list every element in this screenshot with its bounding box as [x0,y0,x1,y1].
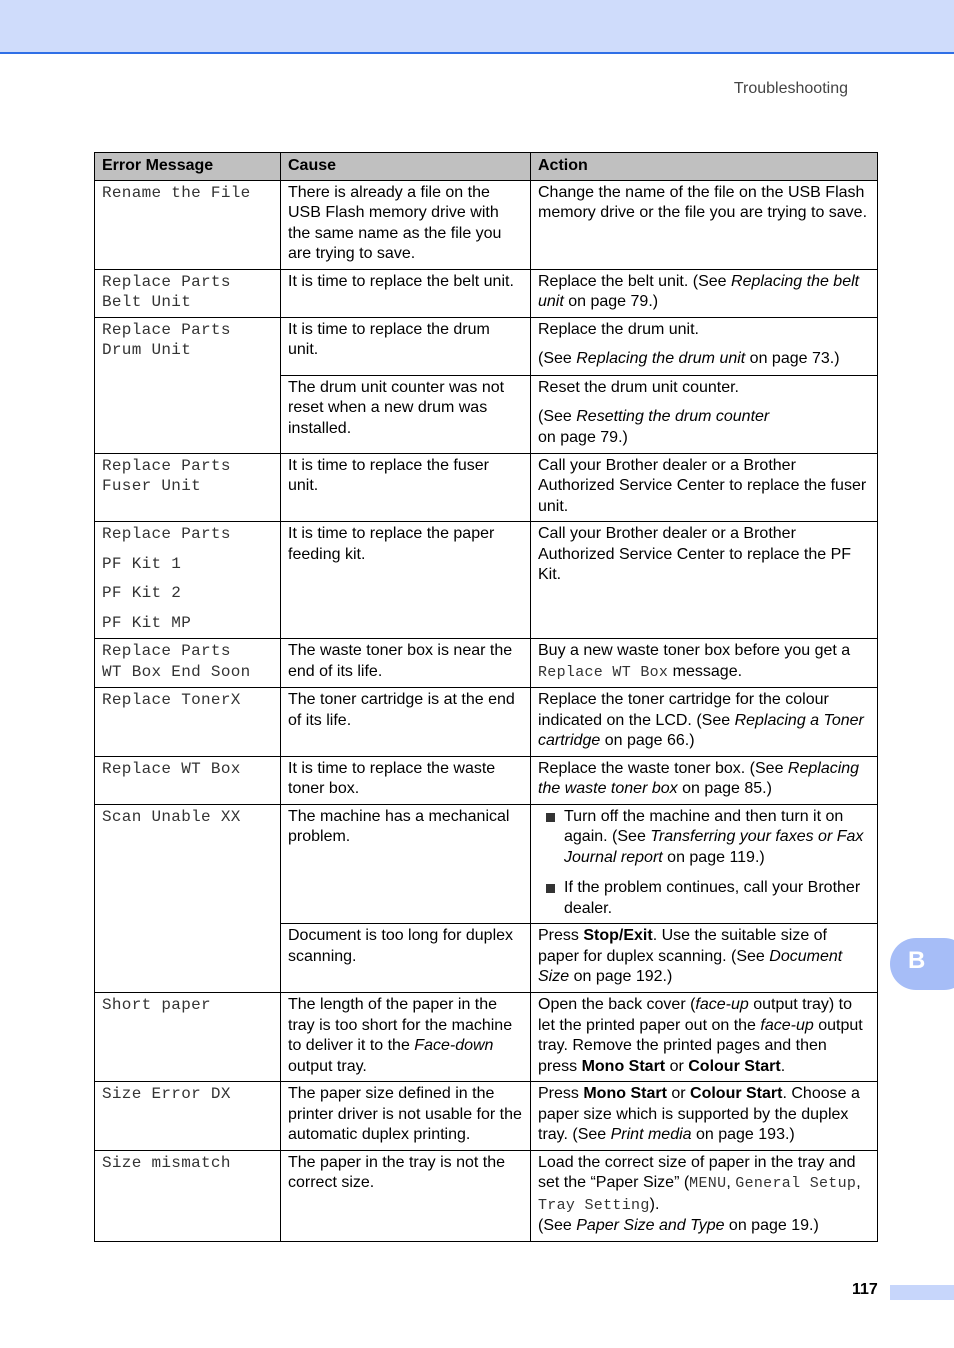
page-reference: Paper Size and Type [576,1217,725,1234]
error-message-line: PF Kit MP [102,613,192,632]
header-action: Action [531,153,878,181]
table-row [95,1150,878,1241]
action-text: or [666,1085,691,1102]
cause-cell: It is time to replace the waste toner box. [281,756,531,804]
action-text: output tray) to let the printed paper out on the [538,996,852,1034]
page-reference: Replacing the belt unit [538,272,860,310]
action-cell [531,375,878,453]
action-text: or [665,1057,689,1075]
action-text: on page 66.) [600,732,695,749]
header-error-message: Error Message [95,153,281,181]
header-cause: Cause [281,153,531,181]
table-row [95,1082,878,1151]
action-text: (See [538,408,577,425]
action-cell: Call your Brother dealer or a Brother Authorized Service Center to replace the PF Kit. [531,522,878,639]
action-cell [531,317,878,375]
error-message-cell: Size mismatch [95,1150,281,1241]
error-message-cell [95,639,281,688]
error-message-cell: Size Error DX [95,1082,281,1151]
key-label: Mono Start [581,1057,666,1075]
action-cell [531,1150,878,1241]
action-text: on page 79.) [563,293,659,310]
action-cell [531,924,878,993]
cause-cell: The paper in the tray is not the correct size. [281,1150,531,1241]
action-cell [531,1082,878,1151]
emphasis-text: face-up [760,1016,814,1034]
action-text: Press [538,1085,584,1102]
square-bullet-icon [546,813,555,822]
error-message-line: WT Box End Soon [102,662,251,681]
cause-cell [281,993,531,1082]
appendix-tab-label: B [908,947,926,974]
error-message-cell [95,317,281,453]
cause-cell: It is time to replace the paper feeding kit. [281,522,531,639]
action-cell [531,269,878,317]
action-text: ). [649,1195,660,1213]
table-row [95,180,878,269]
table-row [95,269,878,317]
action-cell: Change the name of the file on the USB Flash memory drive or the file you are trying to save. [531,180,878,269]
cause-text: output tray. [288,1057,367,1075]
error-message-line: Replace Parts [102,456,231,475]
action-cell [531,688,878,757]
cause-cell: It is time to replace the fuser unit. [281,453,531,522]
error-message-line: Replace Parts [102,642,231,660]
action-text: Replace the drum unit. [538,320,699,338]
page-reference: Replacing the drum unit [576,350,746,367]
error-message-line: Belt Unit [102,293,192,311]
error-message-line: PF Kit 2 [102,584,182,602]
action-text: on page 19.) [724,1217,819,1234]
table-row [95,688,878,757]
action-reference-line [538,349,870,370]
action-text: message. [668,662,743,680]
action-cell [531,993,878,1082]
table-row [95,317,878,375]
emphasis-text: Face-down [414,1037,494,1054]
action-cell [531,804,878,924]
action-text: . Use the suitable size of paper for duplex scanning. (See [538,927,827,965]
error-message-line: Replace Parts [102,525,231,543]
page-reference: Replacing the waste toner box [538,759,860,797]
action-text: , [856,1174,861,1191]
action-text: Reset the drum unit counter. [538,378,739,396]
table-row [95,639,878,688]
header-bar [0,0,954,54]
key-label: Colour Start [690,1085,783,1102]
action-text: on page 79.) [538,428,628,446]
bullet-item [538,807,870,869]
cause-cell: The waste toner box is near the end of its life. [281,639,531,688]
error-message-line: Replace Parts [102,272,231,291]
cause-cell: The paper size defined in the printer driver is not usable for the automatic duplex printing. [281,1082,531,1151]
key-label: Stop/Exit [583,927,653,944]
table-row [95,453,878,522]
menu-path: Tray Setting [538,1196,650,1214]
action-text: Press [538,927,584,944]
action-text: . [780,1057,786,1075]
table-row [95,804,878,924]
action-text: Open the back cover ( [538,996,696,1013]
action-text: on page 192.) [569,968,673,985]
cause-cell: The drum unit counter was not reset when a new drum was installed. [281,375,531,453]
error-message-table [94,152,878,1242]
action-text: , [726,1174,736,1191]
lcd-message: Replace WT Box [538,663,669,681]
error-message-cell: Scan Unable XX [95,804,281,993]
page-reference: Document Size [538,947,843,985]
action-menu-line [538,1153,870,1217]
cause-cell: It is time to replace the drum unit. [281,317,531,375]
error-message-cell: Replace WT Box [95,756,281,804]
action-text: on page 119.) [662,848,765,866]
table-row [95,756,878,804]
action-text: output tray. Remove the printed pages and then press [538,1016,863,1075]
error-message-line: PF Kit 1 [102,554,182,573]
cause-cell: The machine has a mechanical problem. [281,804,531,924]
action-cell [531,756,878,804]
cause-text: The length of the paper in the tray is too short for the machine to deliver it to the [288,996,513,1054]
section-title: Troubleshooting [733,80,848,97]
action-text: on page 193.) [691,1126,795,1143]
action-text: (See [538,1217,577,1234]
error-message-line: Fuser Unit [102,477,202,495]
action-cell [531,639,878,688]
table-row [95,993,878,1082]
cause-cell: There is already a file on the USB Flash memory drive with the same name as the file you are trying to save. [281,180,531,269]
action-text: on page 73.) [745,350,840,367]
error-message-line: Replace Parts [102,320,231,339]
bullet-item [538,878,870,919]
action-reference-line [538,407,870,428]
action-text: Buy a new waste toner box before you get a [538,642,851,659]
appendix-tab [890,938,954,990]
action-text: Replace the toner cartridge for the colour indicated on the LCD. (See [538,691,829,729]
action-reference-line [538,1216,870,1237]
key-label: Colour Start [688,1057,781,1075]
action-text: Load the correct size of paper in the tray and set the “Paper Size” ( [538,1153,856,1191]
error-message-cell [95,269,281,317]
action-text: on page 85.) [677,780,772,797]
page-reference: Replacing a Toner cartridge [538,711,864,749]
action-text: Replace the waste toner box. (See [538,759,788,777]
table-header-row [95,153,878,181]
emphasis-text: face-up [695,996,749,1013]
error-message-cell: Replace TonerX [95,688,281,757]
cause-cell: It is time to replace the belt unit. [281,269,531,317]
page-reference: Resetting the drum counter [576,408,770,425]
page-reference: Transferring your faxes or Fax Journal report [564,828,864,866]
table-row [95,522,878,639]
error-message-cell [95,522,281,639]
error-message-cell [95,453,281,522]
page-number-bar [890,1285,954,1300]
action-text: (See [538,350,577,367]
action-text: Turn off the machine and then turn it on again. (See [564,807,844,845]
square-bullet-icon [546,884,555,893]
page-reference: Print media [610,1126,692,1143]
action-text: If the problem continues, call your Brother dealer. [564,879,861,917]
menu-path: MENU [689,1175,727,1192]
error-message-line: Drum Unit [102,341,192,359]
action-text: Replace the belt unit. (See [538,272,732,290]
page-number: 117 [852,1281,878,1298]
cause-cell: Document is too long for duplex scanning. [281,924,531,993]
error-message-cell: Rename the File [95,180,281,269]
action-text: . Choose a paper size which is supported by the duplex tray. (See [538,1085,860,1143]
error-message-cell: Short paper [95,993,281,1082]
key-label: Mono Start [583,1085,667,1102]
menu-path: General Setup [735,1175,857,1192]
action-cell: Call your Brother dealer or a Brother Authorized Service Center to replace the fuser unit. [531,453,878,522]
cause-cell: The toner cartridge is at the end of its life. [281,688,531,757]
